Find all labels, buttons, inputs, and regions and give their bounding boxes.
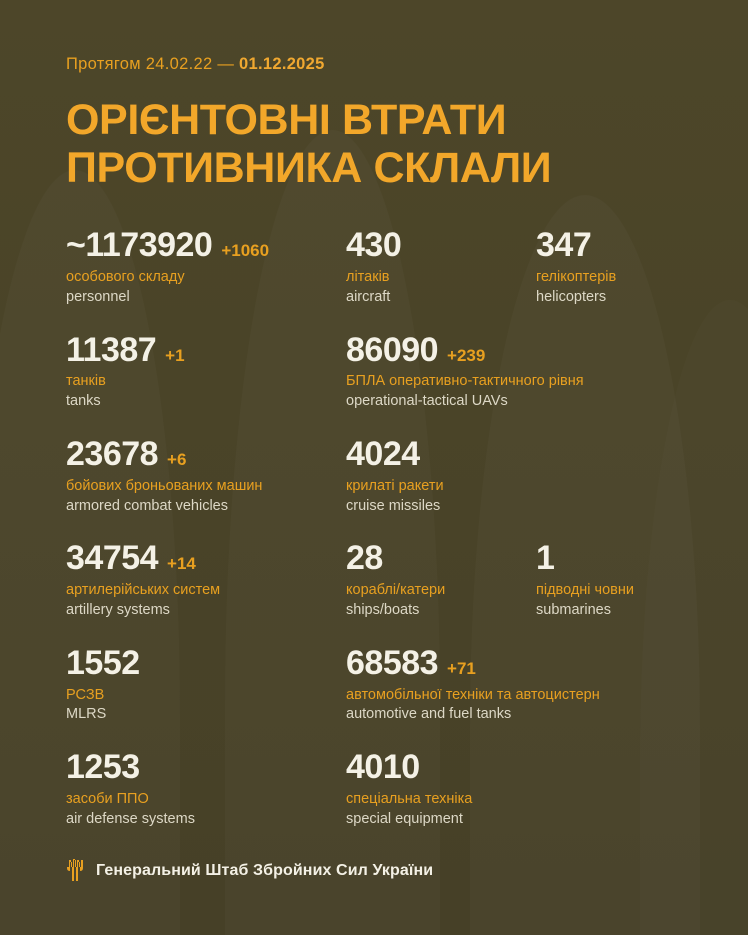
- loss-label-en: artillery systems: [66, 601, 170, 618]
- loss-value-line: [346, 750, 472, 786]
- loss-value: 4024: [346, 435, 420, 474]
- loss-value: 68583: [346, 643, 439, 682]
- loss-value: 11387: [66, 330, 157, 369]
- loss-delta: +1060: [221, 241, 270, 261]
- loss-value-line: [66, 541, 346, 577]
- loss-item: [346, 643, 600, 724]
- loss-label-en: aircraft: [346, 288, 391, 305]
- loss-item: [346, 228, 536, 306]
- loss-label-en: operational-tactical UAVs: [346, 393, 508, 410]
- loss-value: 23678: [66, 435, 159, 474]
- loss-item: [66, 643, 346, 724]
- loss-item: [346, 330, 584, 411]
- loss-value-line: [66, 330, 346, 369]
- loss-label-ua: танків: [66, 373, 106, 390]
- loss-delta: +71: [447, 658, 476, 678]
- loss-item: [66, 541, 346, 619]
- title-line-1: ОРІЄНТОВНІ ВТРАТИ: [66, 96, 507, 144]
- loss-item: [346, 750, 472, 828]
- loss-label-ua: гелікоптерів: [536, 269, 617, 285]
- losses-row: [66, 330, 682, 411]
- loss-value-line: [536, 228, 616, 264]
- losses-row: [66, 437, 682, 515]
- loss-item: [66, 330, 346, 411]
- loss-delta: +1: [165, 345, 185, 365]
- losses-row: [66, 750, 682, 828]
- loss-item: [346, 541, 536, 619]
- loss-value: 34754: [66, 539, 159, 578]
- loss-item: [346, 437, 444, 515]
- footer: [66, 859, 433, 883]
- loss-label-ua: засоби ППО: [66, 790, 149, 807]
- losses-row: [66, 541, 682, 619]
- loss-item: [66, 437, 346, 515]
- page-title: [66, 96, 682, 192]
- loss-label-en: personnel: [66, 288, 130, 305]
- loss-label-ua: артилерійських систем: [66, 582, 221, 599]
- loss-label-ua: спеціальна техніка: [346, 790, 473, 807]
- loss-delta: +6: [167, 450, 187, 470]
- loss-value: 86090: [346, 330, 439, 369]
- loss-label-ua: бойових броньованих машин: [66, 477, 263, 494]
- period-line: [66, 55, 682, 74]
- loss-label-en: armored combat vehicles: [66, 497, 228, 514]
- losses-row: [66, 643, 682, 724]
- loss-label-ua: РСЗВ: [66, 686, 105, 703]
- loss-label-ua: БПЛА оперативно-тактичного рівня: [346, 373, 584, 390]
- losses-row: [66, 228, 682, 306]
- period-end-date: 01.12.2025: [239, 55, 325, 73]
- loss-value: 1: [536, 539, 555, 578]
- loss-value-line: [346, 643, 600, 682]
- loss-value-line: [346, 541, 536, 577]
- losses-list: [66, 228, 682, 828]
- loss-value-line: [346, 228, 536, 264]
- loss-label-en: tanks: [66, 393, 101, 410]
- loss-label-en: ships/boats: [346, 601, 420, 618]
- loss-label-en: special equipment: [346, 810, 463, 827]
- period-dash: —: [217, 55, 235, 73]
- loss-item: [66, 228, 346, 306]
- loss-label-ua: кораблі/катери: [346, 582, 446, 599]
- loss-value-line: [66, 643, 346, 682]
- loss-value: 347: [536, 226, 592, 265]
- loss-item: [536, 541, 634, 619]
- loss-value-line: [66, 437, 346, 473]
- loss-value-line: [536, 541, 634, 577]
- loss-value: 1253: [66, 748, 140, 787]
- period-prefix: Протягом 24.02.22: [66, 55, 213, 73]
- loss-value: ~1173920: [66, 226, 213, 265]
- loss-label-en: helicopters: [536, 288, 607, 305]
- loss-label-ua: підводні човни: [536, 582, 634, 599]
- trident-icon: [66, 859, 84, 883]
- loss-label-en: automotive and fuel tanks: [346, 706, 512, 723]
- title-line-2: ПРОТИВНИКА СКЛАЛИ: [66, 144, 552, 193]
- loss-label-ua: крилаті ракети: [346, 477, 444, 494]
- loss-value-line: [66, 228, 346, 264]
- loss-value-line: [346, 330, 584, 369]
- loss-label-en: air defense systems: [66, 810, 195, 827]
- loss-delta: +14: [167, 554, 196, 574]
- loss-value: 430: [346, 226, 402, 265]
- loss-value: 4010: [346, 748, 420, 787]
- loss-value: 28: [346, 539, 383, 578]
- loss-item: [66, 750, 346, 828]
- loss-label-ua: особового складу: [66, 269, 185, 285]
- loss-label-en: cruise missiles: [346, 497, 441, 514]
- loss-value-line: [346, 437, 444, 473]
- loss-label-en: MLRS: [66, 706, 107, 723]
- loss-value-line: [66, 750, 346, 786]
- loss-label-en: submarines: [536, 601, 611, 618]
- loss-label-ua: автомобільної техніки та автоцистерн: [346, 686, 600, 703]
- loss-item: [536, 228, 616, 306]
- loss-label-ua: літаків: [346, 269, 390, 285]
- footer-text: Генеральний Штаб Збройних Сил України: [96, 862, 434, 879]
- loss-delta: +239: [447, 345, 486, 365]
- loss-value: 1552: [66, 643, 140, 682]
